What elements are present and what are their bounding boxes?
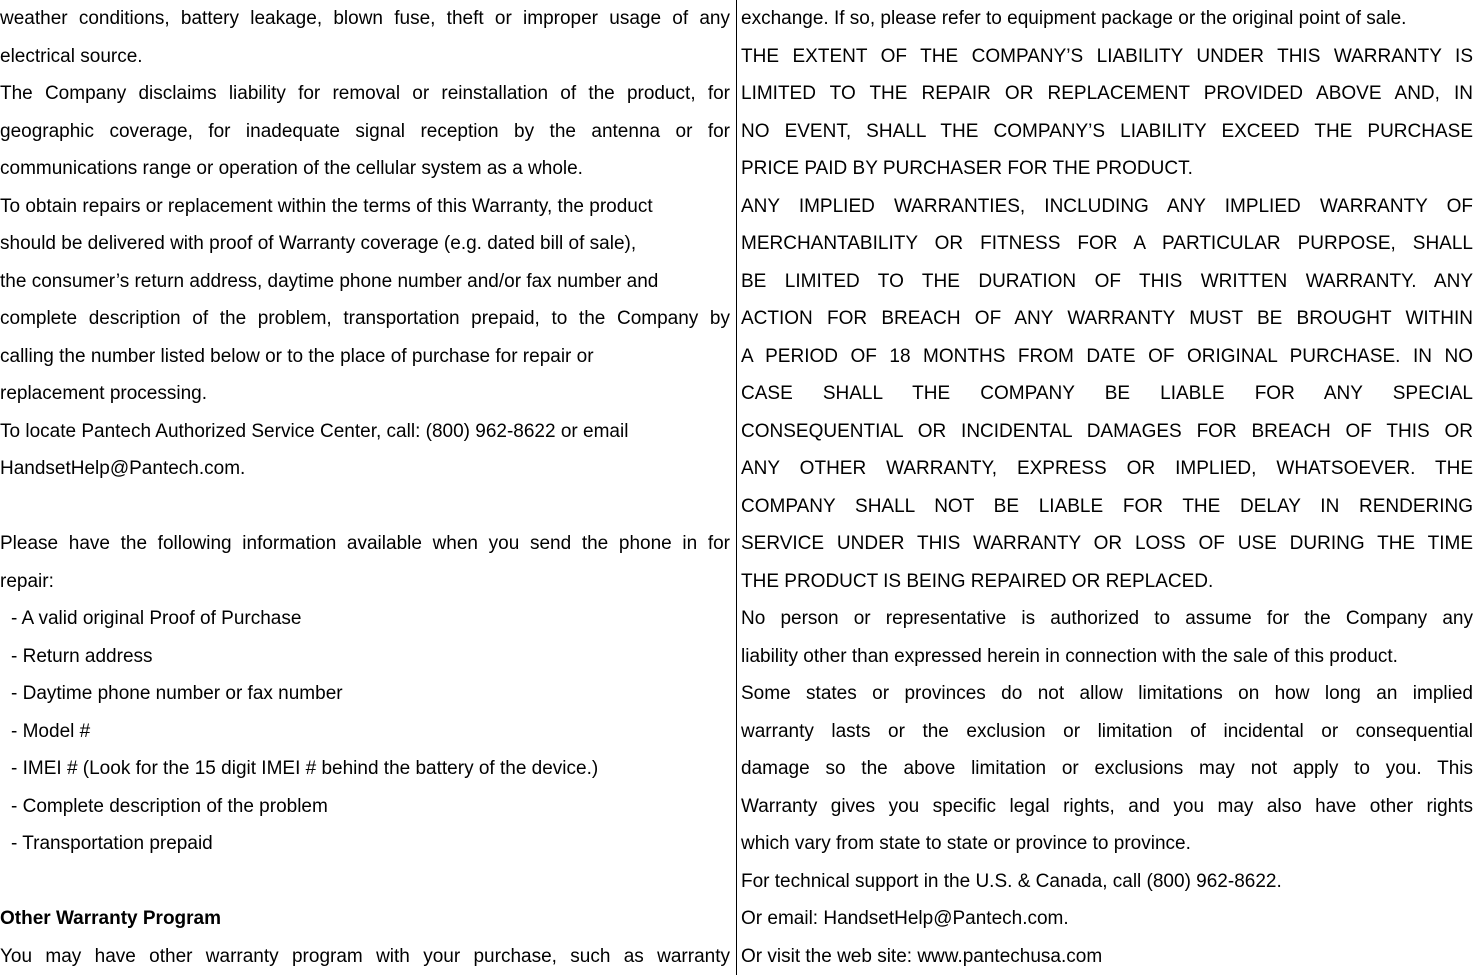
list-item: - IMEI # (Look for the 15 digit IMEI # behind the battery of the device.) [11, 758, 599, 779]
text-line: ACTION FOR BREACH OF ANY WARRANTY MUST BE BROUGHT WITHIN [741, 308, 1473, 329]
text-line: To locate Pantech Authorized Service Center, call: (800) 962-8622 or email [0, 420, 629, 442]
text-line: geographic coverage, for inadequate signal reception by the antenna or for [0, 120, 730, 142]
text-line: MERCHANTABILITY OR FITNESS FOR A PARTICULAR PURPOSE, SHALL [741, 233, 1473, 254]
text-line: calling the number listed below or to the place of purchase for repair or [0, 345, 594, 367]
text-line: should be delivered with proof of Warranty coverage (e.g. dated bill of sale), [0, 233, 637, 254]
text-line: Please have the following information available when you send the phone in for [0, 533, 730, 554]
text-line: complete description of the problem, transportation prepaid, to the Company by [0, 308, 730, 329]
list-item: - A valid original Proof of Purchase [11, 608, 302, 629]
text-line: liability other than expressed herein in connection with the sale of this product. [741, 645, 1398, 667]
text-line: SERVICE UNDER THIS WARRANTY OR LOSS OF USE DURING THE TIME [741, 533, 1473, 554]
list-item: - Complete description of the problem [11, 795, 328, 817]
section-heading: Other Warranty Program [0, 908, 222, 929]
text-line: ANY IMPLIED WARRANTIES, INCLUDING ANY IMPLIED WARRANTY OF [741, 195, 1473, 217]
text-line: A PERIOD OF 18 MONTHS FROM DATE OF ORIGINAL PURCHASE. IN NO [741, 345, 1473, 367]
text-line: which vary from state to state or province to province. [741, 833, 1191, 854]
list-item: - Daytime phone number or fax number [11, 683, 343, 704]
support-phone-text: For technical support in the U.S. & Canada, call (800) 962-8622. [741, 870, 1282, 892]
text-line: ANY OTHER WARRANTY, EXPRESS OR IMPLIED, WHATSOEVER. THE [741, 458, 1473, 479]
text-line: weather conditions, battery leakage, blown fuse, theft or improper usage of any [0, 8, 730, 29]
text-line: CONSEQUENTIAL OR INCIDENTAL DAMAGES FOR BREACH OF THIS OR [741, 420, 1473, 442]
text-line: THE PRODUCT IS BEING REPAIRED OR REPLACED. [741, 570, 1214, 592]
text-line: exchange. If so, please refer to equipment package or the original point of sale. [741, 8, 1407, 29]
support-email-text: Or email: HandsetHelp@Pantech.com. [741, 908, 1069, 929]
list-item: - Model # [11, 720, 91, 742]
text-line: THE EXTENT OF THE COMPANY’S LIABILITY UNDER THIS WARRANTY IS [741, 45, 1473, 67]
list-item: - Transportation prepaid [11, 833, 213, 854]
blank-line [0, 863, 730, 901]
right-column [741, 0, 1473, 975]
text-line: communications range or operation of the cellular system as a whole. [0, 158, 583, 179]
text-line: LIMITED TO THE REPAIR OR REPLACEMENT PROVIDED ABOVE AND, IN [741, 83, 1473, 104]
text-line: Warranty gives you specific legal rights, and you may also have other rights [741, 795, 1473, 817]
column-divider [736, 0, 737, 975]
email-text: HandsetHelp@Pantech.com. [0, 458, 246, 479]
blank-line [0, 488, 730, 526]
text-line: repair: [0, 570, 54, 592]
text-line: the consumer’s return address, daytime phone number and/or fax number and [0, 270, 659, 292]
text-line: Some states or provinces do not allow limitations on how long an implied [741, 683, 1473, 704]
list-item: - Return address [11, 645, 153, 667]
text-line: The Company disclaims liability for removal or reinstallation of the product, for [0, 83, 730, 104]
text-line: electrical source. [0, 45, 143, 67]
text-line: replacement processing. [0, 383, 207, 404]
text-line: No person or representative is authorized to assume for the Company any [741, 608, 1473, 629]
text-line: warranty lasts or the exclusion or limitation of incidental or consequential [741, 720, 1473, 742]
text-line: BE LIMITED TO THE DURATION OF THIS WRITTEN WARRANTY. ANY [741, 270, 1473, 292]
text-line: COMPANY SHALL NOT BE LIABLE FOR THE DELAY IN RENDERING [741, 495, 1473, 517]
text-line: To obtain repairs or replacement within the terms of this Warranty, the product [0, 195, 653, 217]
support-website-text: Or visit the web site: www.pantechusa.com [741, 945, 1103, 967]
text-line: NO EVENT, SHALL THE COMPANY’S LIABILITY EXCEED THE PURCHASE [741, 120, 1473, 142]
text-line: CASE SHALL THE COMPANY BE LIABLE FOR ANY SPECIAL [741, 383, 1473, 404]
text-line: You may have other warranty program with your purchase, such as warranty [0, 945, 730, 967]
left-column [0, 0, 735, 975]
text-line: damage so the above limitation or exclusions may not apply to you. This [741, 758, 1473, 779]
text-line: PRICE PAID BY PURCHASER FOR THE PRODUCT. [741, 158, 1193, 179]
